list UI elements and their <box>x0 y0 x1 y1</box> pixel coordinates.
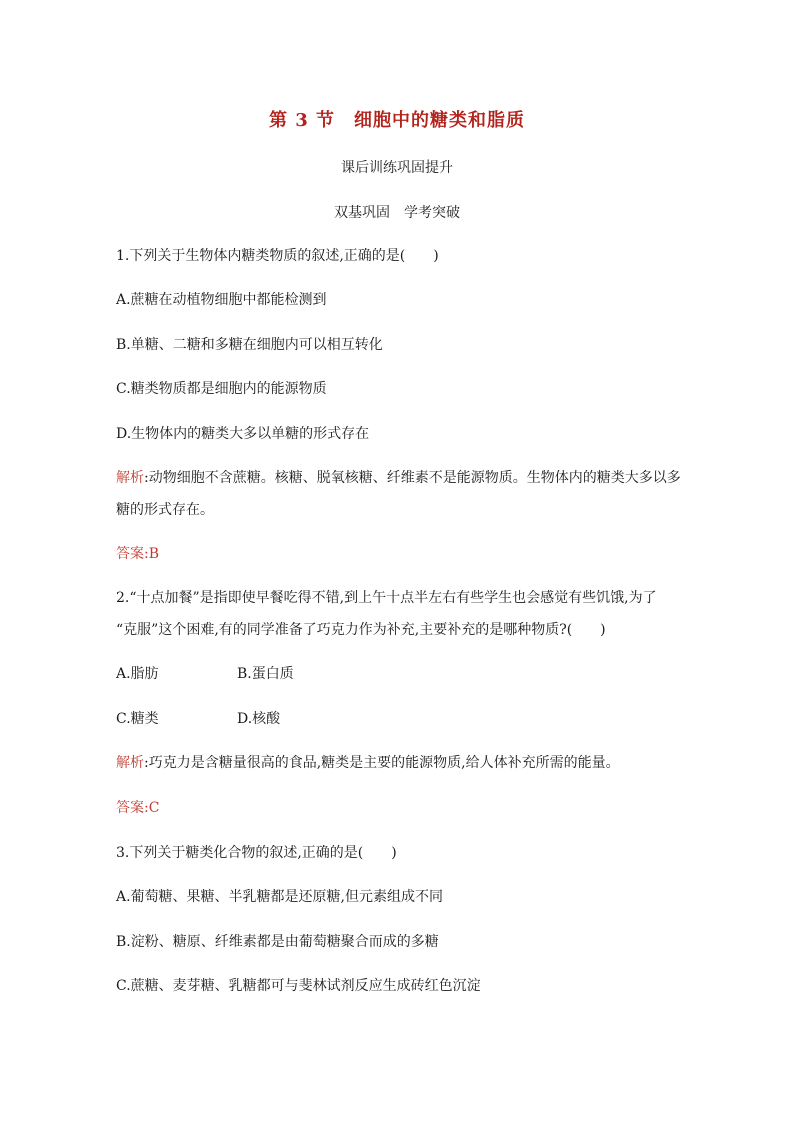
page-subtitle: 课后训练巩固提升 <box>341 160 453 176</box>
question-2-stem: 2.“十点加餐”是指即使早餐吃得不错,到上午十点半左右有些学生也会感觉有些饥饿,为了 <box>116 590 657 606</box>
question-1-analysis <box>116 468 681 488</box>
analysis-label: 解析 <box>116 470 144 486</box>
question-1-analysis-cont: 糖的形式存在。 <box>116 502 214 518</box>
question-1-option-d: D.生物体内的糖类大多以单糖的形式存在 <box>116 426 370 442</box>
question-3-option-a: A.葡萄糖、果糖、半乳糖都是还原糖,但元素组成不同 <box>116 889 444 905</box>
analysis-text: :动物细胞不含蔗糖。核糖、脱氧核糖、纤维素不是能源物质。生物体内的糖类大多以多 <box>144 470 681 486</box>
analysis-text: :巧克力是含糖量很高的食品,糖类是主要的能源物质,给人体补充所需的能量。 <box>144 755 620 771</box>
question-2-option-d: D.核酸 <box>237 711 281 727</box>
analysis-label: 解析 <box>116 755 144 771</box>
question-2-option-c: C.糖类 <box>116 711 159 727</box>
question-3-option-c: C.蔗糖、麦芽糖、乳糖都可与斐林试剂反应生成砖红色沉淀 <box>116 978 481 994</box>
question-1-option-b: B.单糖、二糖和多糖在细胞内可以相互转化 <box>116 337 383 353</box>
question-1-stem: 1.下列关于生物体内糖类物质的叙述,正确的是( ) <box>116 248 439 264</box>
question-2-analysis <box>116 753 620 773</box>
question-1-option-a: A.蔗糖在动植物细胞中都能检测到 <box>116 292 327 308</box>
question-2-answer <box>116 798 159 818</box>
section-heading: 双基巩固 学考突破 <box>334 205 460 221</box>
question-3-option-b: B.淀粉、糖原、纤维素都是由葡萄糖聚合而成的多糖 <box>116 934 439 950</box>
answer-value: :B <box>144 546 160 562</box>
page-title: 第 3 节 细胞中的糖类和脂质 <box>268 110 526 131</box>
question-2-option-b: B.蛋白质 <box>237 666 294 682</box>
question-3-stem: 3.下列关于糖类化合物的叙述,正确的是( ) <box>116 845 397 861</box>
question-2-option-a: A.脂肪 <box>116 666 159 682</box>
answer-label: 答案 <box>116 800 144 816</box>
question-2-stem-cont: “克服”这个困难,有的同学准备了巧克力作为补充,主要补充的是哪种物质?( ) <box>116 622 606 638</box>
answer-value: :C <box>144 800 160 816</box>
question-1-option-c: C.糖类物质都是细胞内的能源物质 <box>116 381 327 397</box>
answer-label: 答案 <box>116 546 144 562</box>
question-1-answer <box>116 544 159 564</box>
